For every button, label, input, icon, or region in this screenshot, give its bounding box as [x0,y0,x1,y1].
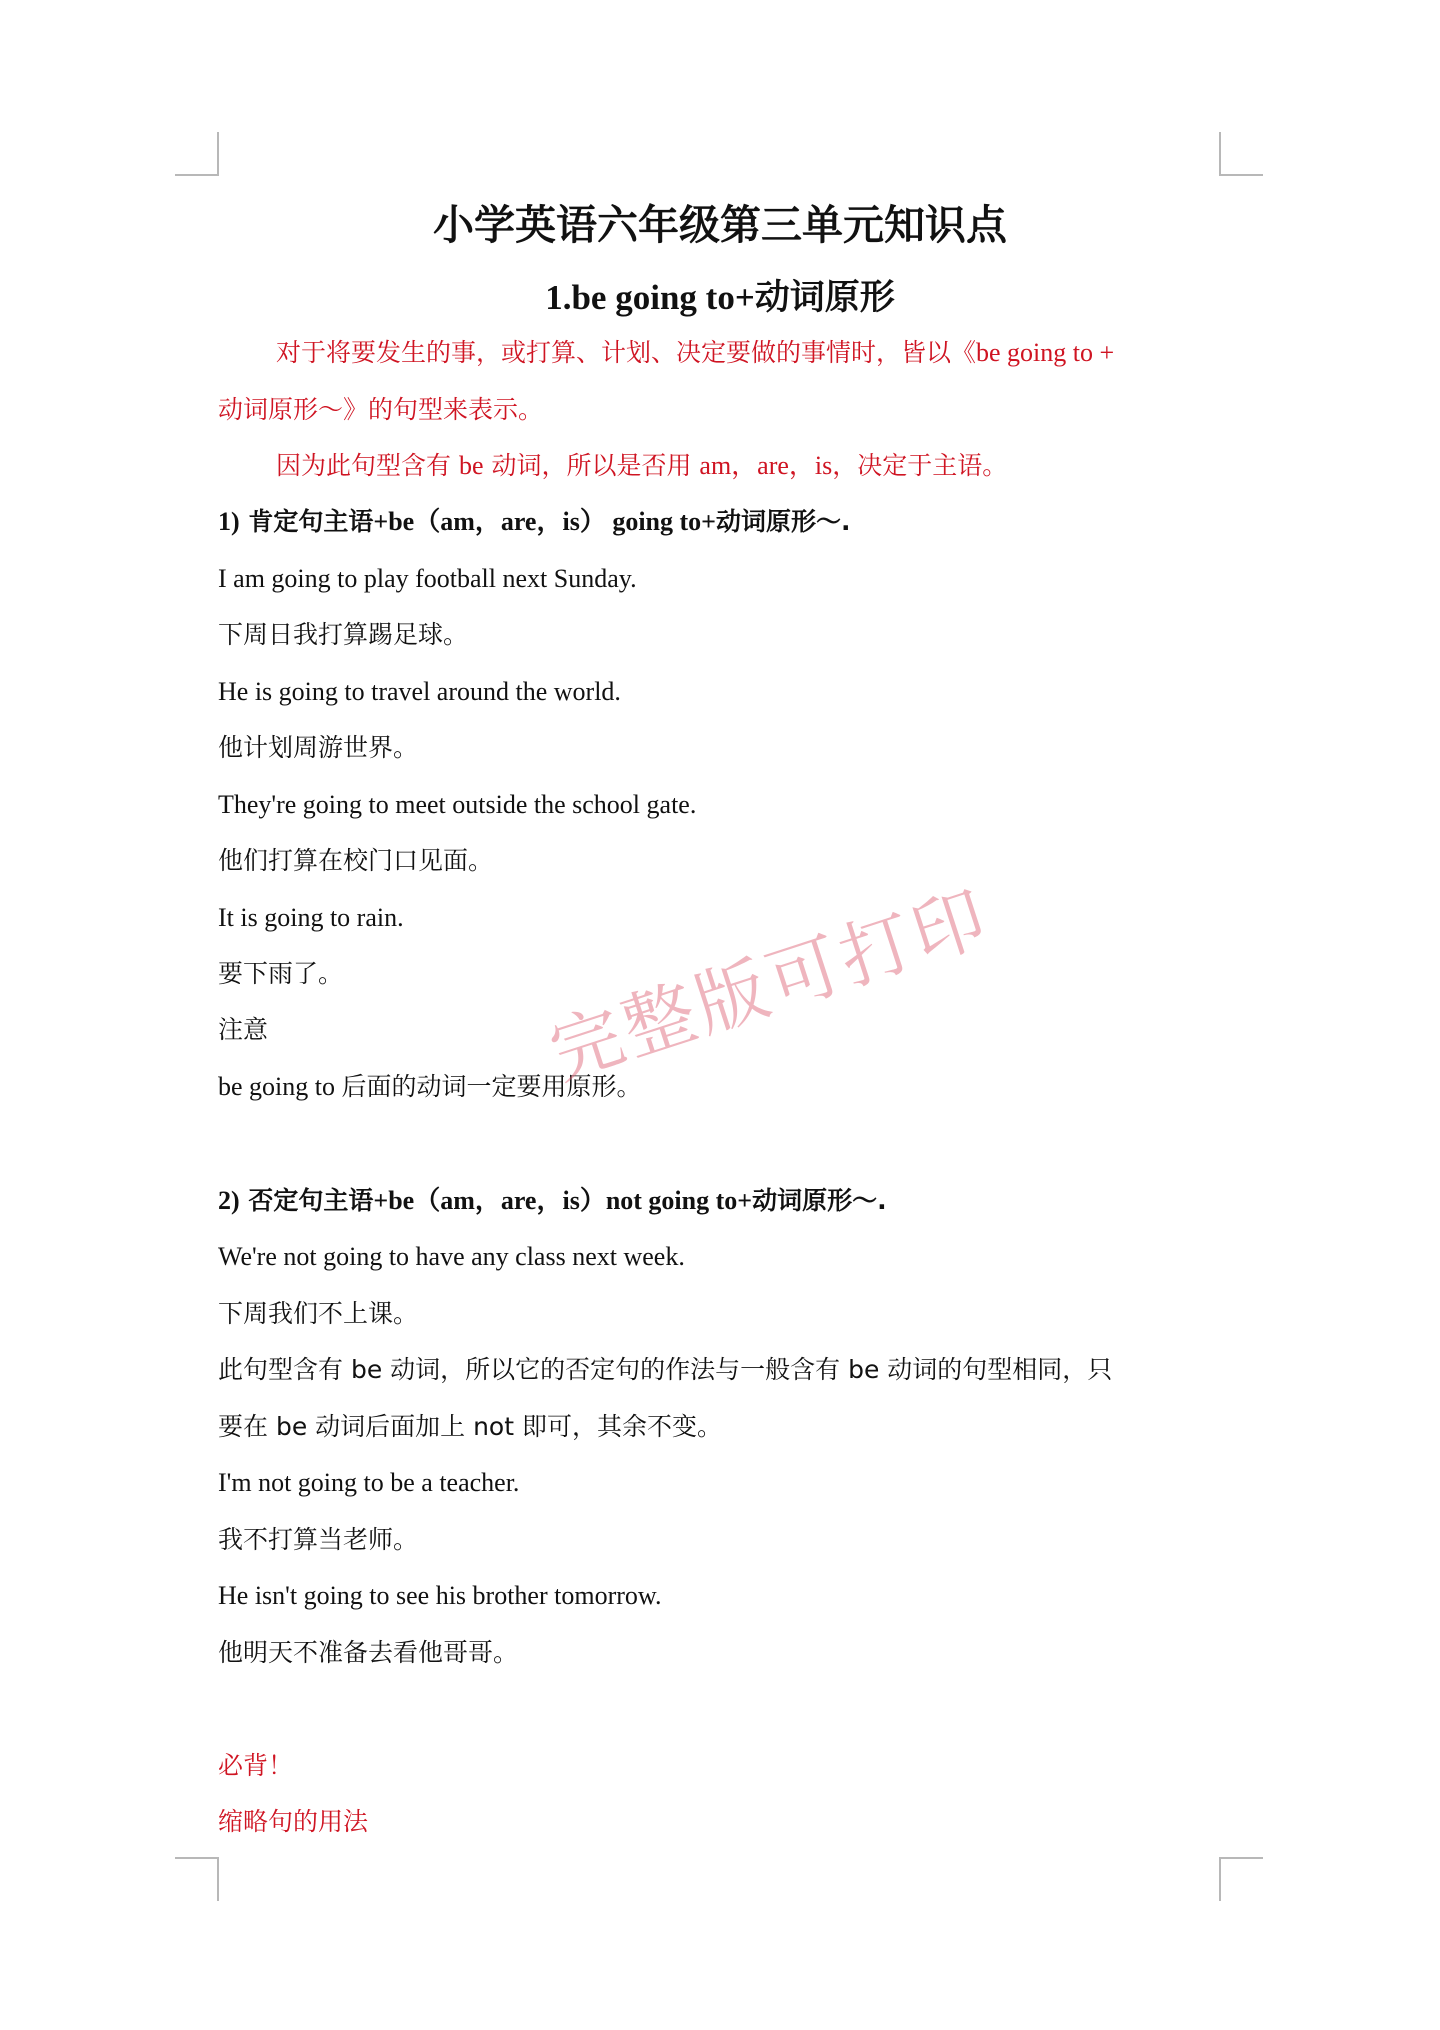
document-title: 小学英语六年级第三单元知识点 [433,202,1007,248]
heading-text: 动词原形～. [715,507,851,536]
example-cn: 要下雨了。 [218,959,344,988]
crop-mark-bottom-right [1219,1857,1263,1901]
section-title: 1.be going to+动词原形 [545,278,895,317]
example-cn: 下周日我打算踢足球。 [218,620,469,649]
heading-number: 2) [218,1186,240,1215]
heading-text: 动词原形～. [752,1186,887,1215]
example-cn: 他计划周游世界。 [218,733,419,762]
heading-text: 否定句主语 [239,1186,374,1215]
crop-mark-top-left [175,132,219,176]
section-1-heading [218,509,850,535]
example-en: I am going to play football next Sunday. [218,564,637,593]
intro-am-are-is: am，are，is [699,451,833,480]
intro-text: 对于将要发生的事，或打算、计划、决定要做的事情时，皆以《 [276,338,977,367]
crop-mark-top-right [1219,132,1263,176]
intro-formula: be going to + [976,338,1115,367]
example-en: We're not going to have any class next week. [218,1242,685,1271]
intro-text: ，决定于主语。 [832,451,1008,480]
crop-mark-bottom-left [175,1857,219,1901]
section-2-heading [218,1188,887,1214]
note-text [218,1074,642,1100]
example-cn: 下周我们不上课。 [218,1299,419,1328]
intro-paragraph-2 [276,453,1007,479]
intro-text: 动词，所以是否用 [483,451,700,480]
heading-formula: +be（am，are，is） going to+ [373,507,716,536]
intro-paragraph-1-line-2: 动词原形～》的句型来表示。 [218,395,544,424]
heading-number: 1) [218,507,240,536]
intro-text: 因为此句型含有 [276,451,459,480]
example-cn: 我不打算当老师。 [218,1525,419,1554]
intro-paragraph-1-line-1 [276,340,1114,366]
explanation-line-1: 此句型含有 be 动词，所以它的否定句的作法与一般含有 be 动词的句型相同，只 [218,1355,1113,1384]
must-memorize-label: 必背！ [218,1751,294,1780]
example-cn: 他们打算在校门口见面。 [218,846,494,875]
note-cn: 后面的动词一定要用原形。 [341,1072,642,1101]
note-en: be going to [218,1072,342,1101]
note-label: 注意 [218,1015,269,1044]
example-en: He isn't going to see his brother tomorrow. [218,1581,662,1610]
example-en: I'm not going to be a teacher. [218,1468,520,1497]
next-topic-heading: 缩略句的用法 [218,1807,369,1836]
heading-text: 肯定句主语 [239,507,374,536]
explanation-line-2: 要在 be 动词后面加上 not 即可，其余不变。 [218,1412,722,1441]
example-cn: 他明天不准备去看他哥哥。 [218,1638,519,1667]
watermark-text: 完整版可打印 [539,874,1000,1096]
example-en: He is going to travel around the world. [218,677,621,706]
intro-be: be [458,451,484,480]
example-en: They're going to meet outside the school gate. [218,790,697,819]
example-en: It is going to rain. [218,903,404,932]
heading-formula: +be（am，are，is）not going to+ [373,1186,753,1215]
